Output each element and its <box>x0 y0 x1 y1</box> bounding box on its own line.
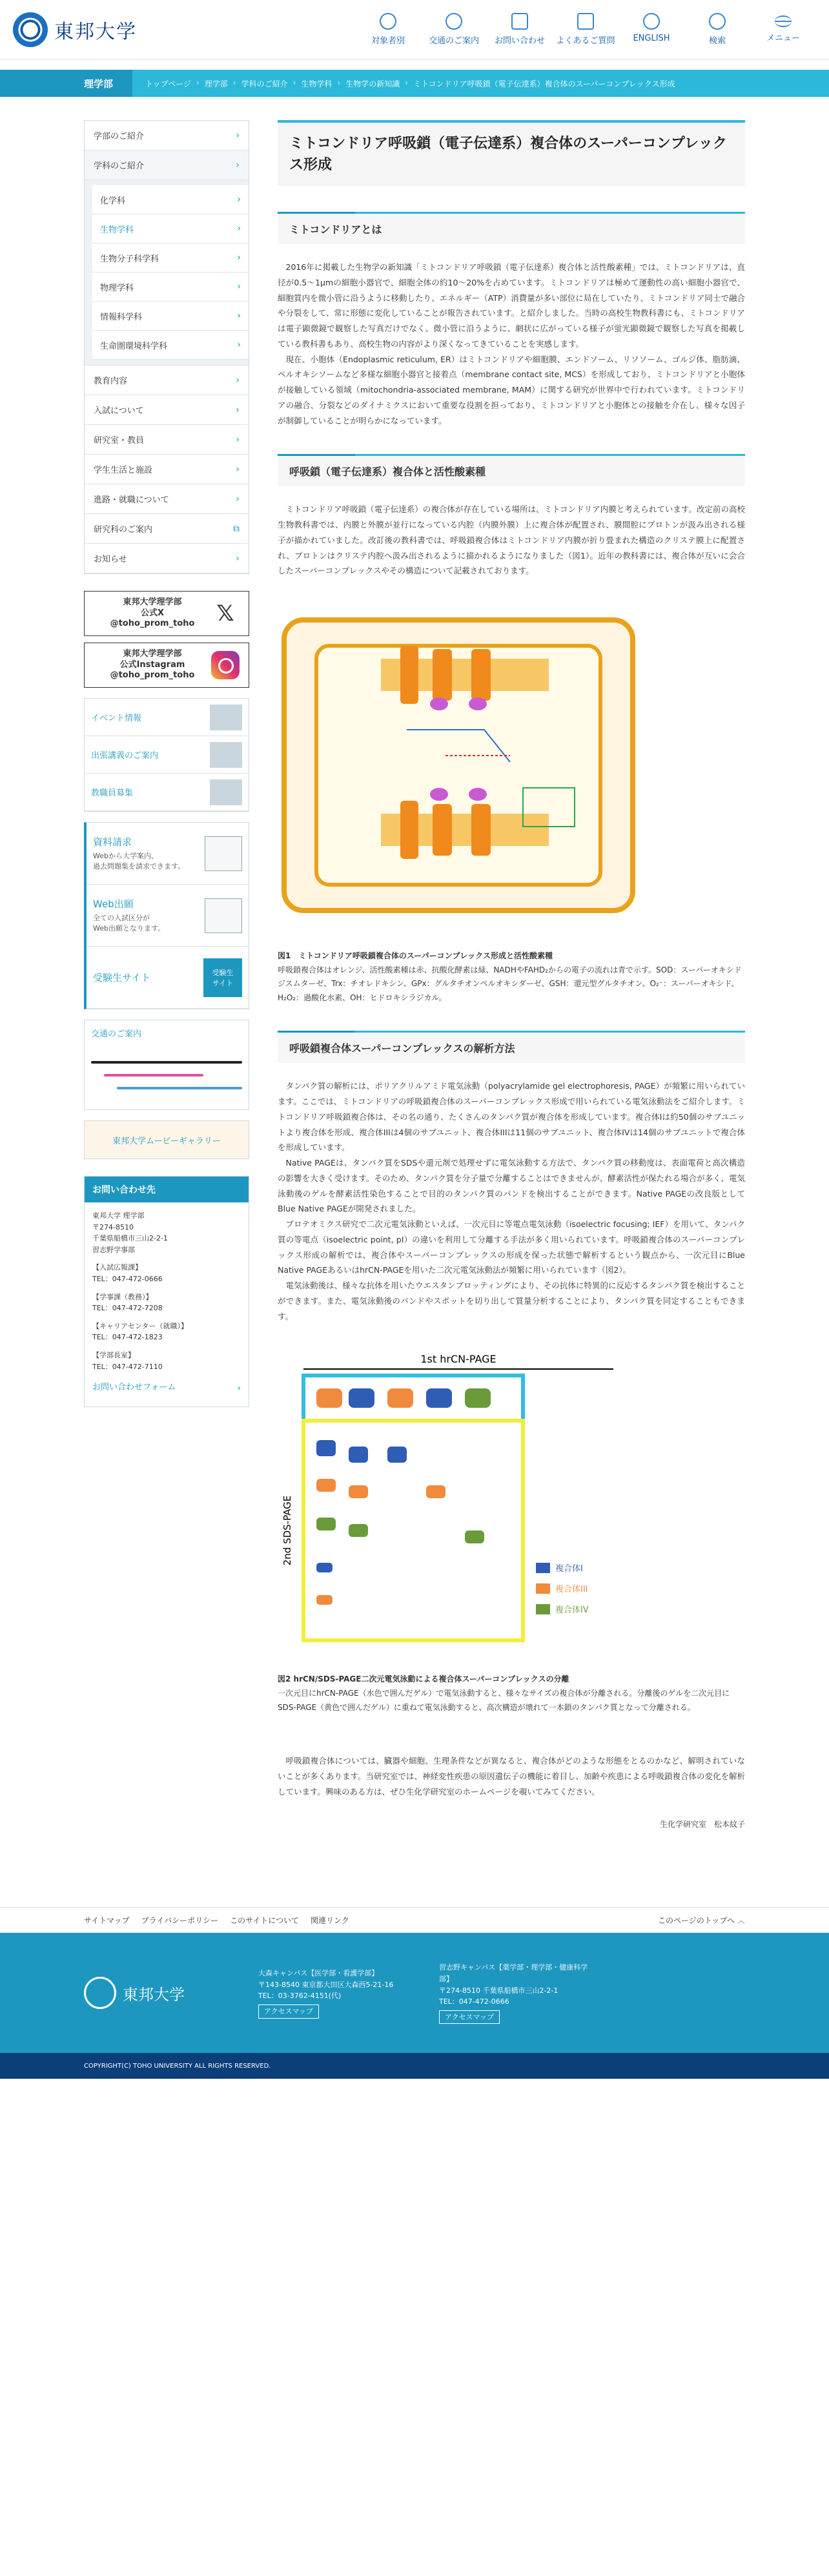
banner-instagram[interactable] <box>84 643 249 688</box>
x-logo-icon: 𝕏 <box>216 601 234 626</box>
header <box>0 0 829 59</box>
hamburger-icon <box>775 15 792 27</box>
cta-web-apply[interactable] <box>87 885 249 947</box>
gallery-label: 東邦大学ムービーギャラリー <box>112 1136 221 1146</box>
mail-icon <box>511 13 528 30</box>
legend-label: 複合体III <box>555 1585 588 1595</box>
contact-form-link[interactable] <box>92 1379 241 1398</box>
paragraph: プロテオミクス研究で二次元電気泳動といえば、一次元目に等電点電気泳動（isoelectric focusing; IEF）を用いて、タンパク質の等電点（isoelectric point, pI）の違いを利用して分離する手法が多く用いられています。呼吸鎖複合体のスーパーコンプレックス形成の解析では、複合体やスーパーコンプレックスの形成を保った状態で解析するという観点から、一次元目にBlue Native PAGEあるいはhrCN-PAGEを用いた二次元電気泳動法が頻繁に用いられています（図2）。 <box>278 1219 745 1275</box>
caption-text: 一次元目にhrCN-PAGE（水色で囲んだゲル）で電気泳動すると、様々なサイズの複合体が分離される。分離後のゲルを二次元目にSDS-PAGE（黄色で囲んだゲル）に重ねて電気泳動すると、高次構造が壊れて一本鎖のタンパク質となって分離される。 <box>278 1688 730 1712</box>
sidebar-item-label: 化学科 <box>100 196 126 206</box>
cta-title: 資料請求 <box>93 836 132 848</box>
thumbnail <box>210 779 242 805</box>
author-signature: 生化学研究室 松本紋子 <box>659 1820 745 1829</box>
page-title: ミトコンドリア呼吸鎖（電子伝達系）複合体のスーパーコンプレックス形成 <box>278 120 745 186</box>
sidebar-item-label: 学部のご紹介 <box>94 132 145 141</box>
access-map-button[interactable]: アクセスマップ <box>258 2004 319 2019</box>
campus-text: 大森キャンパス【医学部・看護学部】 〒143-8540 東京都大田区大森西5-21-16 TEL：03-3762-4151(代) <box>258 1969 394 2001</box>
section-heading-analysis: 呼吸鎖複合体スーパーコンプレックスの解析方法 <box>278 1031 745 1063</box>
crumb-faculty[interactable]: 理学部 <box>204 79 228 88</box>
nav-faq[interactable] <box>553 13 619 46</box>
paragraph: 電気泳動後は、様々な抗体を用いたウエスタンブロッティングにより、その抗体に特異的に反応するタンパク質を検出することができます。また、電気泳動後のバンドやスポットを切り出して質量分析することにより、タンパク質を同定することもできます。 <box>278 1281 745 1321</box>
logo[interactable] <box>13 12 284 47</box>
footer-logo-text: 東邦大学 <box>123 1985 185 2004</box>
sidebar-item-departments[interactable] <box>85 150 249 180</box>
movie-gallery-banner[interactable] <box>84 1120 249 1159</box>
sidebar-sub-information[interactable] <box>92 302 249 331</box>
cta-brochure[interactable] <box>87 823 249 885</box>
chevron-right-icon: › <box>237 311 241 321</box>
sidebar-item-label: 入試について <box>94 406 144 416</box>
sidebar-sub-biology[interactable] <box>92 214 249 243</box>
figure-2-caption <box>278 1673 745 1715</box>
link-privacy[interactable]: プライバシーポリシー <box>141 1916 219 1926</box>
chevron-up-icon: ︿ <box>737 1916 745 1926</box>
crumb-biology[interactable]: 生物学科 <box>301 79 333 88</box>
chevron-right-icon: › <box>237 252 241 263</box>
question-icon <box>577 13 594 30</box>
sidebar-sub-physics[interactable] <box>92 273 249 302</box>
university-seal-icon <box>13 12 48 47</box>
sidebar-item-label: 教育内容 <box>94 376 128 386</box>
sidebar-item-admission[interactable] <box>85 395 249 425</box>
link-label: イベント情報 <box>91 714 142 723</box>
route-line <box>117 1087 242 1089</box>
legend-swatch <box>536 1583 550 1594</box>
section-heading-mitochondria: ミトコンドリアとは <box>278 212 745 244</box>
route-map <box>91 1048 242 1100</box>
link-label: 出張講義のご案内 <box>91 751 159 761</box>
crumb-top[interactable]: トップページ <box>145 79 191 88</box>
instagram-logo-icon <box>211 651 240 679</box>
chevron-right-icon: › <box>237 282 241 292</box>
caption-title: 図1 ミトコンドリア呼吸鎖複合体のスーパーコンプレックス形成と活性酸素種 <box>278 951 553 960</box>
campus-omori <box>258 1968 413 2018</box>
footer <box>0 1933 829 2053</box>
search-icon <box>709 13 726 30</box>
crumb-separator: › <box>292 77 296 87</box>
caption-text: 呼吸鎖複合体はオレンジ、活性酸素種は赤、抗酸化酵素は緑、NADHやFAHD₂からの電子の流れは青で示す。SOD：スーパーオキシドジスムターゼ、Trx：チオレドキシン、GPx：グルタチオンペルオキシダーゼ、GSH：還元型グルタチオン、O₂⁻：スーパーオキシド、H₂O₂：過酸化水素、OH：ヒドロキシラジカル。 <box>278 965 742 1002</box>
link-label: 教職員募集 <box>91 788 134 798</box>
paragraph: 2016年に掲載した生物学の新知識「ミトコンドリア呼吸鎖（電子伝達系）複合体と活性酸素種」では、ミトコンドリアは、直径が0.5〜1μmの細胞小器官で、細胞全体の約10〜20%を占めています。ミトコンドリアは極めて運動性の高い細胞小器官で、細胞質内を微小管に沿うように移動したり、エネルギー（ATP）消費量が多い部位に局在していたり、ミトコンドリア同士で融合や分裂をして、常に形態に変化していることが報告されています。と紹介しました。当時の高校生物教科書にも、ミトコンドリアは電子顕微鏡で観察した写真だけでなく、微小管に沿うように、網状に広がっている様子が蛍光顕微鏡で観察した写真を掲載している教科書もあり、高校生物の内容がより深くなってきていることを実感します。 <box>278 262 745 349</box>
nav-label: 交通のご案内 <box>428 36 479 46</box>
sidebar-item-label: 学生生活と施設 <box>94 466 153 475</box>
cta-title: 受験生サイト <box>93 972 150 984</box>
sidebar-item-career[interactable] <box>85 484 249 514</box>
sidebar <box>84 120 249 1868</box>
chevron-right-icon: › <box>236 553 240 564</box>
nav-label: お問い合わせ <box>494 36 545 46</box>
access-map-button[interactable]: アクセスマップ <box>439 2010 500 2025</box>
sidebar-item-news[interactable] <box>85 544 249 573</box>
paragraph: ミトコンドリア呼吸鎖（電子伝達系）の複合体が存在している場所は、ミトコンドリア内膜と考えられています。改定前の高校生物教科書では、内膜と外膜が並行になっている内腔（内膜外膜）上に複合体が配置され、膜間腔にプロトンが汲み出される様子が描かれていました。改訂後の教科書では、呼吸鎖複合体はミトコンドリア内膜が折り畳まれた構造のクリステ膜上に配置され、プロトンはクリステ内腔へ汲み出されるように描かれるようになりました（図1）。近年の教科書には、複合体が互いに会合したスーパーコンプレックスやその構造について記載されております。 <box>278 504 745 576</box>
sidebar-submenu <box>85 180 249 366</box>
paragraph: Native PAGEは、タンパク質をSDSや還元剤で処理せずに電気泳動する方法で、タンパク質の移動度は、表面電荷と高次構造の影響を大きく受けます。そのため、タンパク質を分子量で分離することはできませんが、酵素活性が保たれる場合が多く、電気泳動後のゲルを酵素活性染色することで目的のタンパク質のバンドを検出することができます。Native PAGEの改良版としてBlue Native PAGEが開発されました。 <box>278 1158 745 1214</box>
chevron-right-icon: › <box>236 130 240 141</box>
paragraph: タンパク質の解析には、ポリアクリルアミド電気泳動（polyacrylamide gel electrophoresis, PAGE）が頻繁に用いられています。ここでは、ミトコンドリアの呼吸鎖複合体のスーパーコンプレックス形成で用いられている電気泳動法をご紹介します。ミトコンドリア呼吸鎖複合体は、その名の通り、たくさんのタンパク質が複合体を形成しています。複合体Iは約50個のサブユニットより複合体を形成、複合体IIIは4個のサブユニット、複合体IIIは11個のサブユニット、複合体IVは14個のサブユニットで複合体を形成しています。 <box>278 1081 745 1153</box>
sidebar-item-label: 情報科学科 <box>100 312 143 322</box>
link-about-site[interactable]: このサイトについて <box>230 1916 300 1926</box>
thumbnail <box>210 742 242 768</box>
chevron-right-icon: › <box>237 1383 241 1394</box>
chevron-right-icon: › <box>237 194 241 205</box>
crumb-departments[interactable]: 学科のご紹介 <box>241 79 288 88</box>
nav-audience[interactable] <box>355 13 421 46</box>
logo-text: 東邦大学 <box>54 20 137 43</box>
legend-label: 複合体IV <box>555 1605 589 1616</box>
sidebar-item-label: 研究室・教員 <box>94 436 145 446</box>
traffic-title: 交通のご案内 <box>91 1029 142 1039</box>
nav-contact[interactable] <box>487 13 553 46</box>
sidebar-sub-environment[interactable] <box>92 331 249 360</box>
footer-nav <box>0 1907 829 1933</box>
sidebar-item-education[interactable] <box>85 366 249 395</box>
nav-menu[interactable] <box>750 13 816 46</box>
campus-narashino <box>439 1962 594 2024</box>
person-icon <box>380 13 396 30</box>
sidebar-item-label: 生命圏環境科学科 <box>100 341 168 351</box>
nav-search[interactable] <box>684 13 750 46</box>
sidebar-item-labs[interactable] <box>85 425 249 455</box>
sidebar-item-label: お知らせ <box>94 555 127 564</box>
map-pin-icon <box>445 13 462 30</box>
cta-sub: Webから大学案内、 過去問題集を請求できます。 <box>93 851 185 871</box>
sidebar-item-graduate[interactable] <box>85 514 249 544</box>
banner-x-text: 東邦大学理学部 公式X @toho_prom_toho <box>110 597 195 629</box>
chevron-right-icon: › <box>236 434 240 445</box>
chevron-right-icon: › <box>237 223 241 234</box>
contact-admission: 【入試広報課】 TEL：047-472-0666 <box>92 1263 163 1283</box>
footer-logo[interactable] <box>84 1977 232 2009</box>
legend-swatch <box>536 1563 550 1573</box>
crumb-separator: › <box>196 77 200 87</box>
breadcrumb <box>132 78 675 89</box>
figure-1-caption <box>278 949 745 1005</box>
exam-site-button[interactable]: 受験生 サイト <box>203 958 242 997</box>
fig2-top-label: 1st hrCN-PAGE <box>420 1353 496 1366</box>
link-recruit[interactable] <box>85 774 249 811</box>
brochure-icon <box>205 836 242 871</box>
sidebar-item-label: 進路・就職について <box>94 495 169 505</box>
contact-address: 東邦大学 理学部 〒274-8510 千葉県船橋市三山2-2-1 習志野学事部 <box>92 1211 168 1254</box>
legend-label: 複合体I <box>555 1564 583 1574</box>
sidebar-menu <box>84 120 249 574</box>
cta-title: Web出願 <box>93 898 134 910</box>
banner-x[interactable] <box>84 591 249 636</box>
main-content <box>278 120 745 1868</box>
nav-label: メニュー <box>766 34 800 43</box>
laptop-icon <box>205 898 242 933</box>
chevron-right-icon: › <box>236 160 240 170</box>
nav-english[interactable] <box>619 13 684 46</box>
sidebar-item-label: 研究科のご案内 <box>94 525 153 535</box>
university-seal-icon <box>84 1977 116 2009</box>
copyright: COPYRIGHT(C) TOHO UNIVERSITY ALL RIGHTS RESERVED. <box>0 2053 829 2079</box>
route-line <box>104 1074 203 1077</box>
link-sitemap[interactable]: サイトマップ <box>84 1916 130 1926</box>
form-label: お問い合わせフォーム <box>92 1383 176 1393</box>
info-links <box>84 698 249 812</box>
paragraph: 呼吸鎖複合体については、臓器や細胞、生理条件などが異なると、複合体がどのような形態をとるのかなど、解明されていないことが多くあります。当研究室では、神経変性疾患の原因遺伝子の機能に着目し、加齢や疾患による呼吸鎖複合体の変化を解析しています。興味のある方は、ぜひ生化学研究室のホームページを覗いてみてください。 <box>278 1756 746 1797</box>
chevron-right-icon: › <box>236 404 240 415</box>
sidebar-item-label: 生物分子科学科 <box>100 254 159 264</box>
contact-career: 【キャリアセンター（就職）】 TEL：047-472-1823 <box>92 1321 188 1342</box>
back-to-top-label: このページのトップへ <box>657 1916 735 1926</box>
link-events[interactable] <box>85 699 249 736</box>
sidebar-item-label: 生物学科 <box>100 225 134 235</box>
globe-icon <box>643 13 660 30</box>
link-related[interactable]: 関連リンク <box>311 1916 349 1926</box>
faculty-tag[interactable]: 理学部 <box>0 70 132 97</box>
contact-academic: 【学事課（教務）】 TEL：047-472-7208 <box>92 1292 163 1313</box>
route-line <box>91 1061 242 1064</box>
crumb-separator: › <box>405 77 409 87</box>
legend-swatch <box>536 1604 550 1614</box>
traffic-card[interactable] <box>84 1020 249 1110</box>
contact-dean: 【学部長室】 TEL：047-472-7110 <box>92 1350 163 1371</box>
external-link-icon: ⧉ <box>233 523 240 534</box>
sidebar-item-campus-life[interactable] <box>85 455 249 484</box>
chevron-right-icon: › <box>236 493 240 504</box>
nav-label: 対象者別 <box>371 36 405 46</box>
page-body <box>0 120 829 1868</box>
sidebar-item-label: 学科のご紹介 <box>94 161 145 171</box>
section-heading-respiratory-chain: 呼吸鎖（電子伝達系）複合体と活性酸素種 <box>278 454 745 486</box>
paragraph: 現在、小胞体（Endoplasmic reticulum, ER）はミトコンドリアや細胞膜、エンドソーム、リソソーム、ゴルジ体、脂肪滴、ペルオキシソームなど多様な細胞小器官と接着点（membrane contact site, MCS）を形成しており、ミトコンドリアと小胞体が接触している領域（mitochondria-associated membrane, MAM）に関する研究が世界中で行われています。ミトコンドリアの融合、分裂などのダイナミクスにおいて重要な役割を担っており、ミトコンドリアと小胞体との接触を介在し、様々な因子が制御していることが明らかになっています。 <box>278 354 745 426</box>
nav-access[interactable] <box>421 13 487 46</box>
nav-label: ENGLISH <box>633 34 670 43</box>
crumb-current: ミトコンドリア呼吸鎖（電子伝達系）複合体のスーパーコンプレックス形成 <box>413 79 675 88</box>
chevron-right-icon: › <box>236 464 240 475</box>
link-lectures[interactable] <box>85 736 249 774</box>
global-nav <box>284 13 816 46</box>
caption-title: 図2 hrCN/SDS-PAGE二次元電気泳動による複合体スーパーコンプレックスの分離 <box>278 1674 569 1684</box>
nav-label: よくあるご質問 <box>556 36 615 46</box>
campus-text: 習志野キャンパス【薬学部・理学部・健康科学部】 〒274-8510 千葉県船橋市三山2-2-1 TEL：047-472-0666 <box>439 1963 588 2006</box>
chevron-right-icon: › <box>237 340 241 350</box>
contact-heading: お問い合わせ先 <box>85 1177 249 1202</box>
nav-label: 検索 <box>708 36 726 46</box>
sidebar-sub-biomolecular[interactable] <box>92 243 249 273</box>
chevron-right-icon: › <box>236 375 240 386</box>
cta-exam-site[interactable] <box>87 947 249 1009</box>
back-to-top-link[interactable] <box>658 1915 745 1926</box>
figure-1-diagram <box>278 601 639 936</box>
crumb-separator: › <box>337 77 341 87</box>
fig2-2nd-gel <box>303 1421 523 1640</box>
crumb-knowledge[interactable]: 生物学の新知識 <box>345 79 400 88</box>
contact-card <box>84 1176 249 1407</box>
fig2-side-label: 2nd SDS-PAGE <box>281 1496 293 1566</box>
cta-sub: 全ての入試区分が Web出願となります。 <box>93 913 165 933</box>
sidebar-item-label: 物理学科 <box>100 283 134 293</box>
breadcrumb-bar <box>0 70 829 97</box>
sidebar-sub-chemistry[interactable] <box>92 185 249 214</box>
banner-ig-text: 東邦大学理学部 公式Instagram @toho_prom_toho <box>110 648 195 681</box>
cta-block <box>84 822 249 1009</box>
thumbnail <box>210 705 242 730</box>
crumb-separator: › <box>232 77 236 87</box>
figure-2-diagram <box>278 1350 639 1660</box>
sidebar-item-about[interactable] <box>85 121 249 150</box>
